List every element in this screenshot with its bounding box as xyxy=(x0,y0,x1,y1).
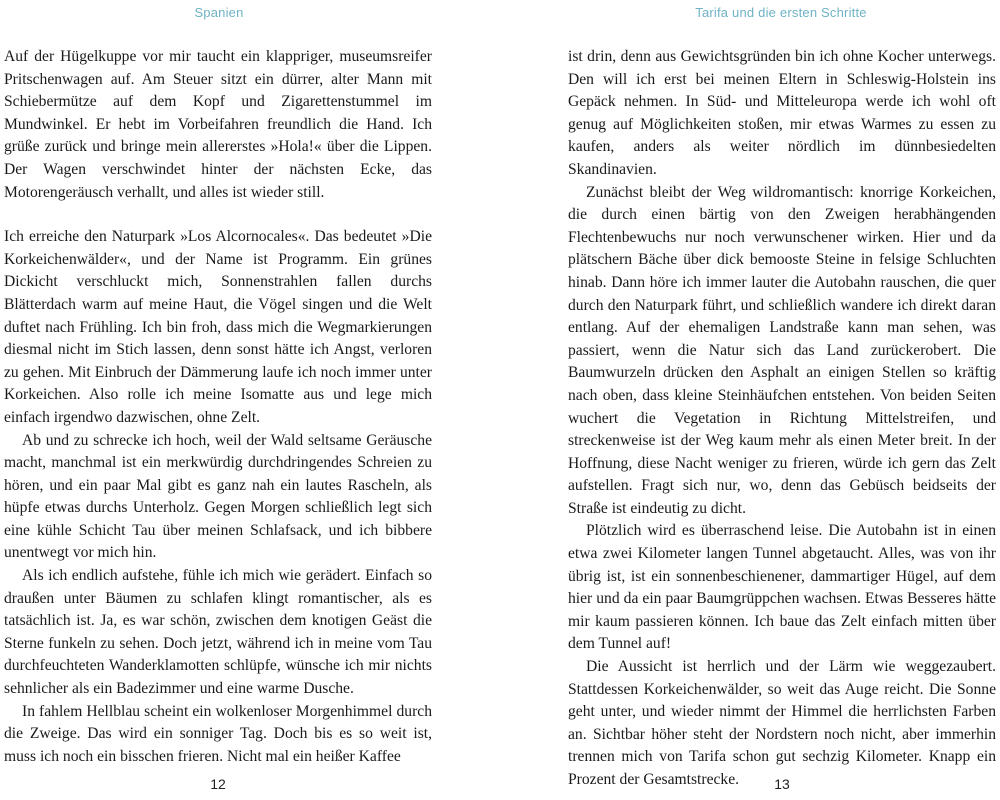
running-head-right: Tarifa und die ersten Schritte xyxy=(695,5,867,20)
paragraph: Zunächst bleibt der Weg wildromantisch: knorrige Korkeichen, die durch einen bärtig von den Zweigen herabhängenden Flechtenbewuchs nur noch verwunschener wirken. Hier und da plätschern Bäche über dick bemooste Steine in felsige Schluchten hinab. Dann höre ich immer lauter die Autobahn rauschen, die quer durch den Naturpark führt, und schließlich wandere ich direkt daran entlang. Auf der ehemaligen Landstraße kann man sehen, was passiert, wenn die Natur sich das Land zurückerobert. Die Baumwurzeln drücken den Asphalt an einigen Stellen so kräftig nach oben, dass kleine Steinhäufchen entstehen. Von beiden Seiten wuchert die Vegetation in Richtung Mittelstreifen, und streckenweise ist der Weg kaum mehr als einen Meter breit. In der Hoffnung, diese Nacht weniger zu frieren, würde ich gern das Zelt aufstellen. Fragt sich nur, wo, denn das Gebüsch beidseits der Straße ist eindeutig zu dicht. xyxy=(568,183,996,517)
paragraph: Ich erreiche den Naturpark »Los Alcornocales«. Das bedeutet »Die Korkeichenwälder«, und der Name ist Programm. Ein grünes Dickicht verschluckt mich, Sonnenstrahlen fallen durchs Blätterdach warm auf meine Haut, die Vögel singen und die Welt duftet nach Frühling. Ich bin froh, dass mich die Wegmarkierungen diesmal nicht im Stich lassen, denn sonst hätte ich Angst, verloren zu gehen. Mit Einbruch der Dämmerung laufe ich noch immer unter Korkeichen. Also rolle ich meine Isomatte aus und lege mich einfach irgendwo dazwischen, ohne Zelt. xyxy=(4,228,432,426)
running-head-left: Spanien xyxy=(194,5,244,20)
paragraph: ist drin, denn aus Gewichtsgründen bin ich ohne Kocher unterwegs. Den will ich erst bei meinen Eltern in Schleswig-Holstein ins Gepäck nehmen. In Süd- und Mitteleuropa werde ich wohl oft genug auf Möglichkeiten stoßen, mir etwas Warmes zu essen zu kaufen, anders als weiter nördlich im dünnbesiedelten Skandinavien. xyxy=(568,48,996,178)
paragraph: Auf der Hügelkuppe vor mir taucht ein klappriger, museumsreifer Pritschenwagen auf. Am Steuer sitzt ein dürrer, alter Mann mit Schiebermütze auf dem Kopf und Zigarettenstummel im Mundwinkel. Er hebt im Vorbeifahren freundlich die Hand. Ich grüße zurück und bringe mein allererstes »Hola!« über die Lippen. Der Wagen verschwindet hinter der nächsten Ecke, das Motorengeräusch verhallt, und alles ist wieder still. xyxy=(4,48,432,201)
paragraph: Als ich endlich aufstehe, fühle ich mich wie gerädert. Einfach so draußen unter Bäumen zu schlafen klingt romantischer, als es tatsächlich ist. Ja, es war schön, zwischen dem knotigen Geäst die Sterne funkeln zu sehen. Doch jetzt, während ich in meine vom Tau durchfeuchteten Wanderklamotten schlüpfe, wünsche ich mir nichts sehnlicher als ein Badezimmer und eine warme Dusche. xyxy=(4,567,432,698)
right-page xyxy=(500,0,1000,800)
paragraph: Plötzlich wird es überraschend leise. Die Autobahn ist in einen etwa zwei Kilometer langen Tunnel abgetaucht. Alles, was von ihr übrig ist, ist ein sonnenbeschienener, dammartiger Hügel, auf dem hier und da ein paar Baumgrüppchen wachsen. Etwas Besseres hätte mir kaum passieren können. Ich baue das Zelt einfach mitten über dem Tunnel auf! xyxy=(568,522,996,653)
body-text-right xyxy=(568,46,996,792)
paragraph: Die Aussicht ist herrlich und der Lärm wie weggezaubert. Stattdessen Korkeichenwälder, so weit das Auge reicht. Die Sonne geht unter, und wieder nimmt der Himmel die herrlichsten Farben an. Sichtbar höher steht der Nordstern noch nicht, aber immerhin trennen mich von Tarifa schon gut sechzig Kilometer. Knapp ein Prozent der Gesamtstrecke. xyxy=(568,658,996,788)
page-number-left: 12 xyxy=(210,776,226,792)
page-number-right: 13 xyxy=(774,776,790,792)
paragraph: In fahlem Hellblau scheint ein wolkenloser Morgenhimmel durch die Zweige. Das wird ein sonniger Tag. Doch bis es so weit ist, muss ich noch ein bisschen frieren. Nicht mal ein heißer Kaffee xyxy=(4,702,432,765)
paragraph: Ab und zu schrecke ich hoch, weil der Wald seltsame Geräusche macht, manchmal ist ein merkwürdig durchdringendes Schreien zu hören, und ein paar Mal gibt es ganz nah ein lautes Rascheln, als hüpfe etwas durchs Unterholz. Gegen Morgen schließlich legt sich eine kühle Schicht Tau über meinen Schlafsack, und ich bibbere unentwegt vor mich hin. xyxy=(4,431,432,562)
body-text-left xyxy=(4,46,432,768)
